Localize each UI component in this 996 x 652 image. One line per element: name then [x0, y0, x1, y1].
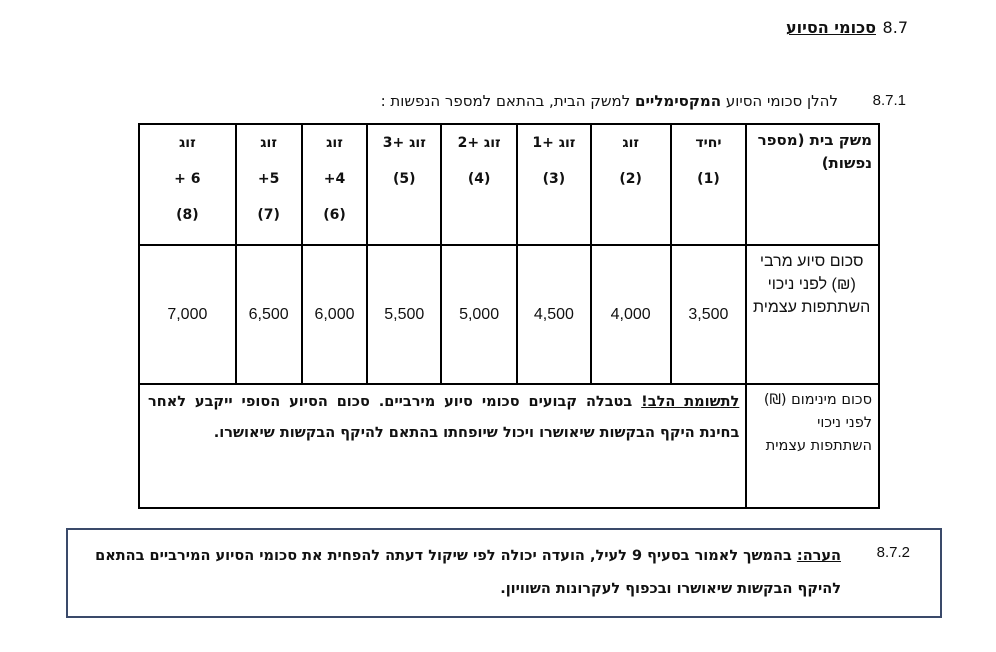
note-body: בהמשך לאמור בסעיף 9 לעיל, הועדה יכולה לפי שיקול דעתה להפחית את סכומי הסיוע המירביים בהתאם להיקף הבקשות שיאושרו ובכפוף לעקרונות השוויון.: [95, 548, 841, 597]
min-row-label: סכום מינימום (₪) לפני ניכוי השתתפות עצמית: [746, 384, 879, 508]
amount-cell: 3,500: [671, 245, 747, 384]
amount-cell: 4,500: [517, 245, 591, 384]
note-label: הערה:: [796, 548, 841, 564]
assistance-table: [138, 123, 880, 509]
col-header: זוג +2 (4): [441, 124, 517, 245]
col-header: זוג 6 + (8): [139, 124, 236, 245]
col-header: זוג +1 (3): [517, 124, 591, 245]
col-header: זוג (2): [591, 124, 671, 245]
notice-text: בטבלה קבועים סכומי סיוע מירביים. סכום הסיוע הסופי ייקבע לאחר בחינת היקף הבקשות שיאושרו ויכול שיופחתו בהתאם להיקף הבקשות שיאושרו.: [148, 394, 740, 441]
min-amount-row: [139, 384, 879, 508]
col-header: זוג 4+ (6): [302, 124, 368, 245]
subsection-number: 8.7.1: [872, 92, 906, 109]
section-title: סכומי הסיוע: [785, 18, 876, 37]
intro-text-after: למשק הבית, בהתאם למספר הנפשות :: [380, 92, 631, 110]
amount-cell: 4,000: [591, 245, 671, 384]
amount-cell: 7,000: [139, 245, 236, 384]
amount-cell: 5,000: [441, 245, 517, 384]
household-header: משק בית (מספר נפשות): [746, 124, 879, 245]
intro-text-before: להלן סכומי הסיוע: [725, 92, 838, 110]
header-row: [139, 124, 879, 245]
amount-cell: 6,000: [302, 245, 368, 384]
intro-text-bold: המקסימליים: [635, 92, 722, 110]
subsection-intro: [381, 92, 838, 110]
notice-label: לתשומת הלב!: [641, 394, 740, 410]
col-header: זוג 5+ (7): [236, 124, 302, 245]
notice-cell: [139, 384, 746, 508]
col-header: זוג +3 (5): [367, 124, 441, 245]
note-number: 8.7.2: [876, 544, 910, 561]
amount-cell: 6,500: [236, 245, 302, 384]
col-header: יחיד (1): [671, 124, 747, 245]
max-row-label: סכום סיוע מרבי (₪) לפני ניכוי השתתפות עצמית: [746, 245, 879, 384]
section-number: 8.7: [882, 18, 908, 37]
max-amount-row: [139, 245, 879, 384]
amount-cell: 5,500: [367, 245, 441, 384]
note-text: [81, 540, 841, 606]
